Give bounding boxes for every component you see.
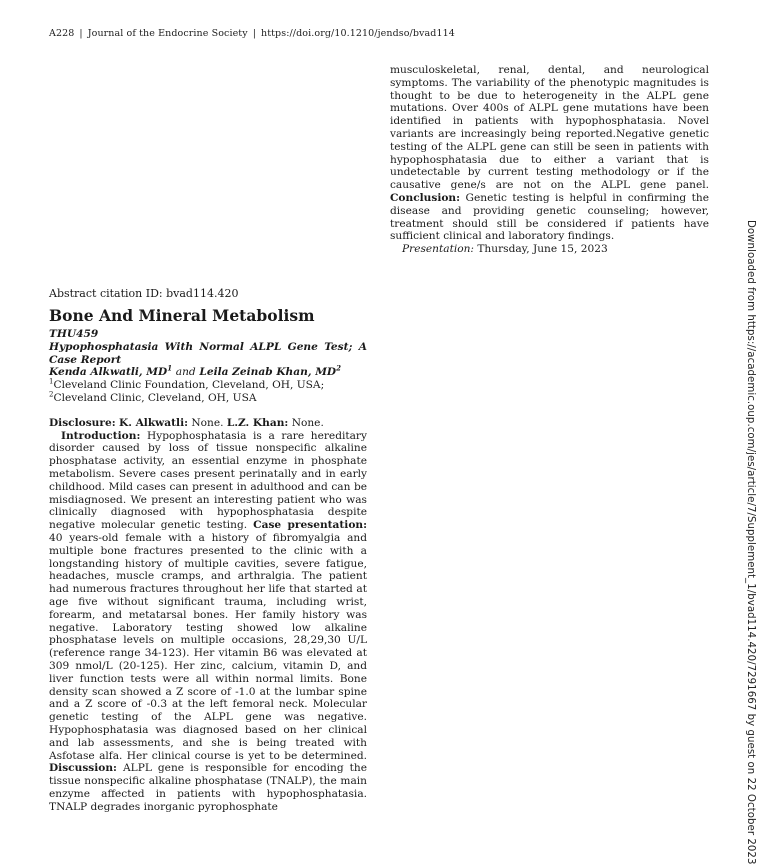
continued-paragraph [390, 64, 709, 243]
discussion-text: ALPL gene is responsible for encoding the tissue nonspecific alkaline phosphatase (TNALP), the main enzyme affected in patients with hypophosphatasia. TNALP degrades inorganic pyrophosphate [49, 762, 367, 813]
disclosure-name-2: L.Z. Khan: [226, 416, 289, 429]
affiliations [49, 379, 367, 405]
citation-id: Abstract citation ID: bvad114.420 [49, 287, 239, 300]
affil-1-sup: 1 [49, 377, 54, 386]
introduction-label: Introduction: [61, 429, 141, 442]
abstract-code: THU459 [49, 328, 99, 340]
journal-name: Journal of the Endocrine Society [87, 28, 248, 39]
disclosure-name-1: K. Alkwatli: [119, 416, 189, 429]
discussion-label: Discussion: [49, 762, 117, 775]
author-and: and [175, 366, 196, 379]
affil-1: Cleveland Clinic Foundation, Cleveland, OH, USA; [53, 379, 325, 392]
disclosure [49, 417, 367, 430]
abstract-column [49, 287, 367, 813]
author-1: Kenda Alkwatli, MD [49, 366, 168, 379]
conclusion-label: Conclusion: [390, 191, 461, 204]
presentation-date: Thursday, June 15, 2023 [477, 243, 608, 256]
disclosure-label: Disclosure: [49, 416, 116, 429]
affil-2: Cleveland Clinic, Cleveland, OH, USA [53, 391, 257, 404]
page-number: A228 [49, 28, 75, 39]
disclosure-value-1: None. [191, 416, 224, 429]
section-title: Bone And Mineral Metabolism [49, 306, 315, 325]
author-line [49, 363, 367, 379]
right-column [390, 64, 709, 256]
conclusion-text: Genetic testing is helpful in confirming the disease and providing genetic counseling; however, treatment should still be considered if patients have sufficient clinical and laboratory findings. [390, 191, 709, 243]
case-presentation-text: 40 years-old female with a history of fibromyalgia and multiple bone fractures presented to the clinic with a longstanding history of multiple cavities, severe fatigue, headaches, muscle cramps, and arthralgia. The patient had numerous fractures throughout her life that started at age five without significant trauma, including wrist, forearm, and metatarsal bones. Her family history was negative. Laboratory testing showed low alkaline phosphatase levels on multiple occasions, 28,29,30 U/L (reference range 34-123). Her vitamin B6 was elevated at 309 nmol/L (20-125). Her zinc, calcium, vitamin D, and liver function tests were all within normal limits. Bone density scan showed a Z score of -1.0 at the lumbar spine and a Z score of -0.3 at the left femoral neck. Molecular genetic testing of the ALPL gene was negative. Hypophosphatasia was diagnosed based on her clinical and lab assessments, and she is being treated with Asfotase alfa. Her clinical course is yet to be determined. [49, 531, 367, 762]
case-presentation-label: Case presentation: [253, 519, 367, 532]
author-2: Leila Zeinab Khan, MD [199, 366, 337, 379]
author-2-sup: 2 [336, 363, 341, 373]
author-1-sup: 1 [167, 363, 173, 373]
doi-link[interactable]: https://doi.org/10.1210/jendso/bvad114 [261, 28, 455, 39]
download-note: Downloaded from https://academic.oup.com/jes/article/7/Supplement_1/bvad114.420/7291667 by guest on 22 October 2023 [745, 220, 756, 864]
abstract-title: Hypophosphatasia With Normal ALPL Gene Test; A Case Report [49, 340, 367, 366]
disclosure-value-2: None. [291, 416, 324, 429]
affil-2-sup: 2 [49, 390, 54, 399]
presentation-label: Presentation: [402, 243, 474, 256]
body-paragraph [49, 430, 367, 814]
download-watermark [744, 220, 758, 864]
introduction-text: Hypophosphatasia is a rare hereditary disorder caused by loss of tissue nonspecific alkaline phosphatase activity, an essential enzyme in phosphate metabolism. Severe cases present perinatally and in early childhood. Mild cases can present in adulthood and can be misdiagnosed. We present an interesting patient who was clinically diagnosed with hypophosphatasia despite negative molecular genetic testing. [49, 429, 367, 532]
continued-text: musculoskeletal, renal, dental, and neurological symptoms. The variability of the phenotypic magnitudes is thought to be due to heterogeneity in the ALPL gene mutations. Over 400s of ALPL gene mutations have been identified in patients with hypophosphatasia. Novel variants are increasingly being reported.Negative genetic testing of the ALPL gene can still be seen in patients with hypophosphatasia due to either a variant that is undetectable by current testing methodology or if the causative gene/s are not on the ALPL gene panel. [390, 64, 709, 192]
presentation-line [390, 243, 709, 256]
running-header: A228 | Journal of the Endocrine Society | https://doi.org/10.1210/jendso/bvad114 [49, 28, 455, 39]
